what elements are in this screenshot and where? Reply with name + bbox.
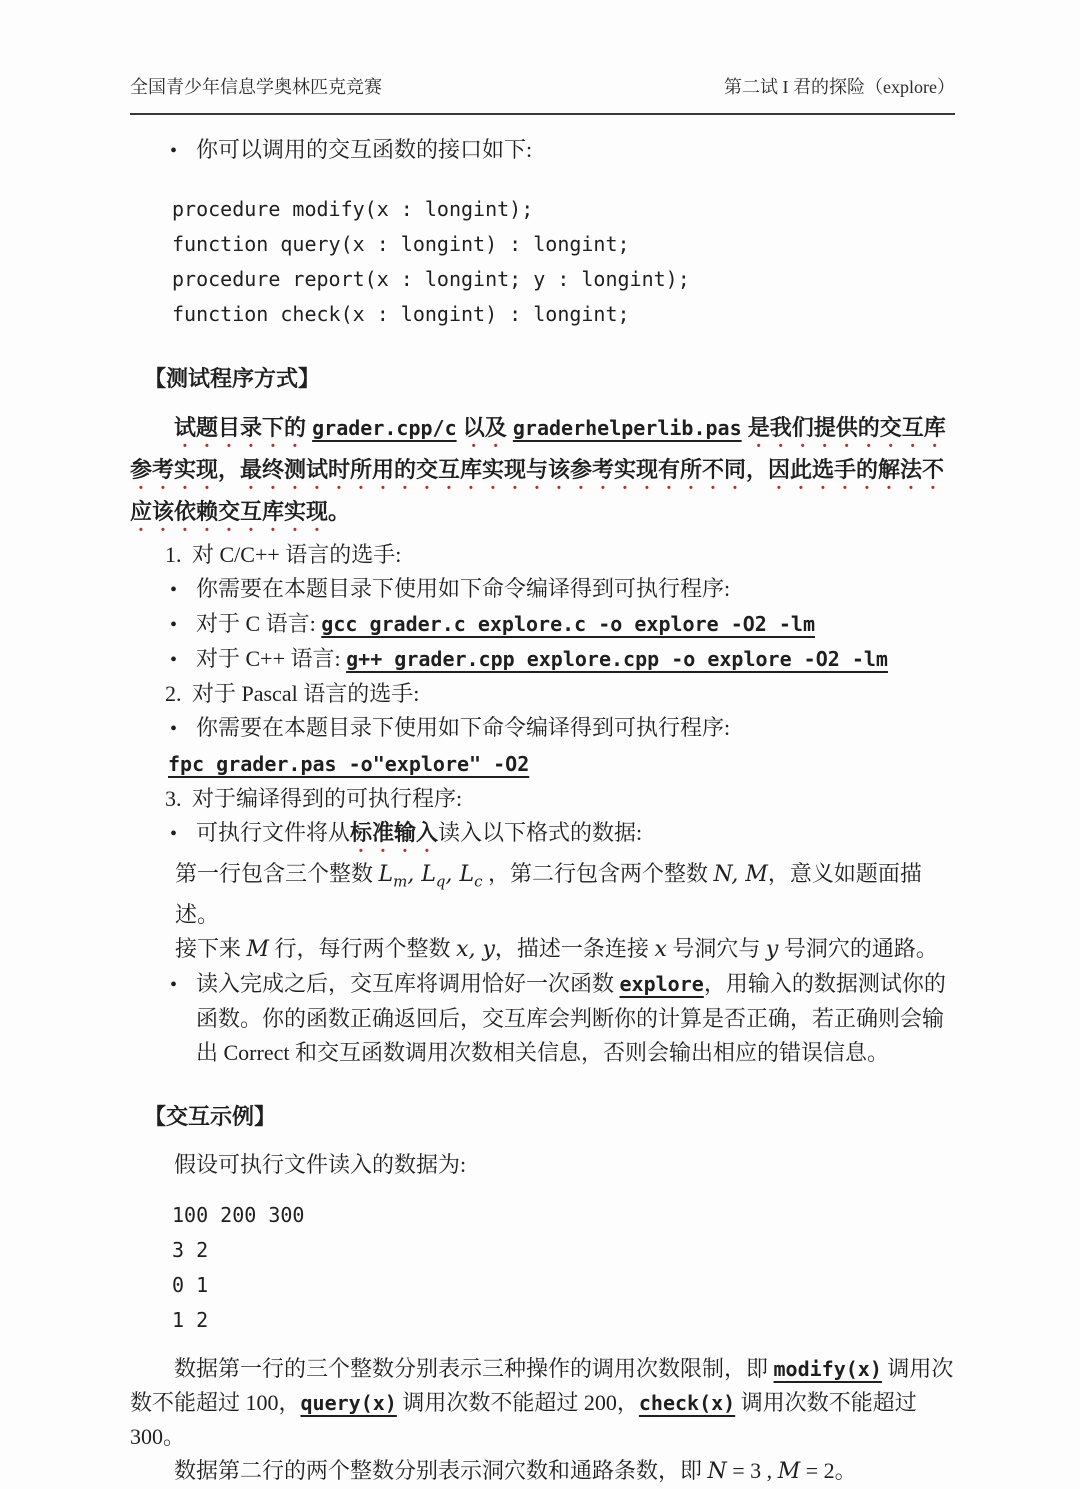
input-line1-description bbox=[175, 857, 955, 932]
code-line: function query(x : longint) : longint; bbox=[172, 232, 630, 256]
code-span: explore bbox=[619, 972, 704, 997]
code-span: grader.cpp/c bbox=[312, 416, 457, 440]
text-run: 接下来 bbox=[175, 936, 247, 962]
stdin-format-intro bbox=[170, 816, 955, 857]
interface-signatures bbox=[172, 192, 955, 332]
pascal-compile-command bbox=[168, 746, 955, 782]
cpp-compile-command bbox=[170, 642, 955, 677]
text-run: 读入以下格式的数据: bbox=[438, 820, 643, 845]
header-right-title: 第二试 I 君的探险（explore） bbox=[724, 77, 955, 97]
text-run: 对于 Pascal 语言的选手: bbox=[192, 681, 420, 706]
bullet-icon: • bbox=[170, 579, 178, 601]
bullet-icon: • bbox=[170, 140, 178, 162]
text-run: 数据第一行的三个整数分别表示三种操作的调用次数限制，即 bbox=[174, 1356, 774, 1382]
text-run: 数据第二行的两个整数分别表示洞穴数和通路条数，即 bbox=[174, 1458, 708, 1484]
code-span: modify(x) bbox=[773, 1357, 882, 1382]
explore-call-note bbox=[170, 967, 955, 1070]
list-item-executable bbox=[165, 782, 955, 816]
math-var: , bbox=[468, 937, 483, 963]
math-var: , bbox=[445, 862, 460, 887]
list-item-pascal bbox=[165, 677, 955, 711]
header-left-title: 全国青少年信息学奥林匹克竞赛 bbox=[130, 77, 382, 97]
text-run: ，描述一条连接 bbox=[494, 936, 655, 962]
text-run: 【交互示例】 bbox=[144, 1104, 277, 1130]
code-span: query(x) bbox=[300, 1391, 397, 1416]
math-var: $L_q$ bbox=[421, 862, 446, 891]
math-var: y bbox=[482, 937, 495, 963]
section-test-method bbox=[144, 362, 955, 396]
math-var: , bbox=[731, 862, 746, 887]
list-number: 3. bbox=[165, 786, 182, 811]
code-span: graderhelperlib.pas bbox=[512, 416, 742, 440]
list-number: 1. bbox=[165, 542, 182, 567]
text-run: ，用输入的数据测试你的函数。你的函数正确返回后，交互库会判断你的计算是否正确，若正确则会输出 Correct 和交互函数调用次数相关信息，否则会输出相应的错误信息。 bbox=[196, 971, 946, 1066]
input-line2-description bbox=[175, 932, 955, 967]
math-var: x bbox=[654, 937, 667, 963]
text-run: = 3 , bbox=[726, 1458, 778, 1484]
example-line1-explanation bbox=[130, 1352, 955, 1454]
bullet-icon: • bbox=[170, 823, 178, 845]
c-compile-command bbox=[170, 607, 955, 642]
text-run: = 2。 bbox=[800, 1458, 857, 1484]
text-run: 第一行包含三个整数 bbox=[175, 861, 379, 886]
text-run: 读入完成之后，交互库将调用恰好一次函数 bbox=[196, 971, 620, 997]
code-line: 1 2 bbox=[172, 1308, 209, 1333]
math-var: M bbox=[246, 937, 270, 963]
text-run: 对于 C++ 语言: bbox=[196, 646, 347, 671]
interface-intro bbox=[170, 133, 955, 168]
text-run: 你需要在本题目录下使用如下命令编译得到可执行程序: bbox=[196, 576, 731, 601]
bullet-icon: • bbox=[170, 614, 178, 636]
section-interaction-example bbox=[144, 1100, 955, 1134]
text-run: 调用次数不能超过 200， bbox=[396, 1390, 639, 1416]
text-run: ，意义如题面描述。 bbox=[175, 861, 922, 928]
text-run: 对于编译得到的可执行程序: bbox=[192, 786, 463, 811]
math-var: N bbox=[707, 1459, 727, 1485]
example-line2-explanation bbox=[130, 1454, 955, 1489]
bullet-icon: • bbox=[170, 718, 178, 740]
math-var: $L_m$ bbox=[378, 862, 408, 891]
text-run: 对于 C 语言: bbox=[196, 611, 322, 636]
math-var: y bbox=[765, 937, 779, 963]
list-number: 2. bbox=[165, 681, 182, 706]
code-line: procedure modify(x : longint); bbox=[172, 197, 534, 221]
code-span: fpc grader.pas -o"explore" -O2 bbox=[168, 752, 530, 776]
math-var: , bbox=[407, 862, 422, 887]
text-run: 可执行文件将从 bbox=[196, 820, 351, 845]
text-run: 号洞穴的通路。 bbox=[778, 936, 938, 962]
text-run: 对 C/C++ 语言的选手: bbox=[192, 542, 402, 567]
code-line: 3 2 bbox=[172, 1238, 209, 1263]
text-run: 是我们提供的交互库参考实现，最终测试时所用的交互库实现与该参考实现有所不同，因此选手的解法不应该依赖交互库实现。 bbox=[130, 415, 946, 524]
code-span: check(x) bbox=[638, 1391, 736, 1416]
compile-instruction-c-cpp bbox=[170, 572, 955, 607]
math-var: $L_c$ bbox=[459, 862, 483, 891]
text-run: 你需要在本题目录下使用如下命令编译得到可执行程序: bbox=[196, 715, 731, 740]
bold-span: 标准输入 bbox=[350, 820, 439, 845]
grader-reference-note bbox=[130, 410, 955, 536]
code-line: 100 200 300 bbox=[172, 1203, 305, 1228]
example-input-intro bbox=[130, 1148, 955, 1182]
code-line: function check(x : longint) : longint; bbox=[172, 302, 630, 326]
compile-instruction-pascal bbox=[170, 711, 955, 746]
math-var: x bbox=[456, 937, 469, 963]
text-run: 调用次数不能超过 300。 bbox=[130, 1390, 917, 1450]
text-run: 假设可执行文件读入的数据为: bbox=[174, 1152, 467, 1178]
text-run: 【测试程序方式】 bbox=[144, 366, 321, 391]
code-line: procedure report(x : longint; y : longint); bbox=[172, 267, 690, 291]
text-run: ，第二行包含两个整数 bbox=[482, 861, 714, 886]
text-run: 号洞穴与 bbox=[666, 936, 766, 962]
page-header bbox=[130, 70, 955, 115]
text-run: 试题目录下的 bbox=[174, 415, 313, 440]
text-run: 以及 bbox=[456, 415, 513, 440]
code-line: 0 1 bbox=[172, 1273, 209, 1298]
math-var: M bbox=[745, 862, 768, 887]
bullet-icon: • bbox=[170, 649, 178, 671]
text-run: 行，每行两个整数 bbox=[269, 936, 457, 962]
bullet-icon: • bbox=[170, 974, 178, 997]
document-content bbox=[130, 133, 955, 1489]
example-input-data bbox=[172, 1198, 955, 1338]
math-var: N bbox=[713, 862, 732, 887]
text-run: 你可以调用的交互函数的接口如下: bbox=[196, 137, 533, 162]
code-span: g++ grader.cpp explore.cpp -o explore -O2 -lm bbox=[346, 647, 888, 671]
code-span: gcc grader.c explore.c -o explore -O2 -lm bbox=[321, 612, 815, 636]
list-item-c-cpp bbox=[165, 538, 955, 572]
text-run: 调用次数不能超过 100， bbox=[130, 1356, 954, 1416]
math-var: M bbox=[777, 1459, 801, 1485]
